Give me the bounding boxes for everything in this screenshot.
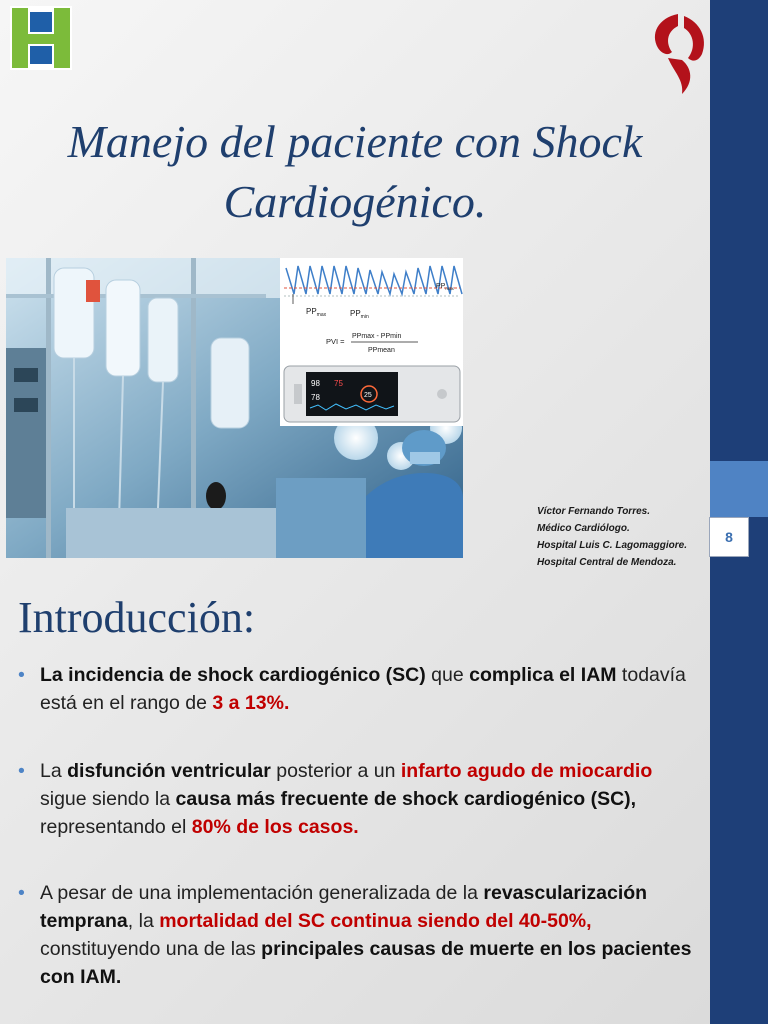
bullet-ventricular-dysfunction <box>18 757 698 841</box>
side-bar <box>710 0 768 1024</box>
intro-heading: Introducción: <box>18 593 256 642</box>
bullet-text-run: mortalidad del SC continua siendo del 40-50%, <box>159 910 592 932</box>
bullet-text-run: causa más frecuente de shock cardiogénico (SC), <box>175 788 637 810</box>
bullet-incidence <box>18 661 698 717</box>
bullet-text-run: La incidencia de shock cardiogénico (SC) <box>40 664 426 686</box>
bullet-text-run: complica el IAM <box>469 664 617 686</box>
pvi-formula-lhs: PVI = <box>326 337 345 346</box>
bullet-text-run: constituyendo una de las <box>40 938 262 960</box>
bullet-text-run: representando el <box>40 816 192 838</box>
pp-max-right-label: $PP_{max}$ <box>436 283 454 291</box>
bullet-text-run: 3 a 13%. <box>212 692 290 714</box>
cardiology-logo-icon <box>648 10 710 96</box>
author-credits <box>537 503 707 571</box>
icu-photo <box>6 258 463 558</box>
hospital-logo-icon <box>10 6 72 70</box>
bullet-mortality <box>18 879 698 991</box>
bullet-text-run: todavía está en el rango de <box>40 664 686 714</box>
bullet-text-run: 80% de los casos. <box>191 816 359 838</box>
pvi-formula-denominator: PPmean <box>368 347 395 354</box>
bullet-text-run: A pesar de una implementación generalizada de la <box>40 882 484 904</box>
monitor-value-1: 98 <box>311 379 320 388</box>
bullet-text-run: La <box>40 760 68 782</box>
monitor-value-4: 25 <box>364 392 372 399</box>
bullet-text-run: que <box>425 664 470 686</box>
monitor-value-2: 75 <box>334 379 343 388</box>
slide-title: Manejo del paciente con Shock Cardiogénico. <box>67 116 643 227</box>
bullet-text-run: revascularización temprana <box>40 882 648 932</box>
pvi-formula-numerator: PPmax - PPmin <box>352 333 402 340</box>
bullet-text-run: , la <box>127 910 160 932</box>
bullet-text-run: posterior a un <box>270 760 401 782</box>
bullet-text-run: infarto agudo de miocardio <box>400 760 653 782</box>
credit-author: Víctor Fernando Torres. <box>537 506 650 517</box>
monitor-value-3: 78 <box>311 393 320 402</box>
credit-role: Médico Cardiólogo. <box>537 523 630 534</box>
credit-hospital-1: Hospital Luis C. Lagomaggiore. <box>537 540 688 551</box>
bullet-text-run: disfunción ventricular <box>67 760 271 782</box>
side-bar-accent <box>710 461 768 517</box>
bullet-text-run: principales causas de muerte en los pacientes con IAM. <box>40 938 692 988</box>
credit-hospital-2: Hospital Central de Mendoza. <box>537 557 677 568</box>
bullet-dot: • <box>18 760 25 782</box>
pp-min-label: $PP_{min}$ <box>350 309 369 320</box>
pp-max-label: $PP_{max}$ <box>306 307 327 318</box>
bullet-text-run: sigue siendo la <box>40 788 176 810</box>
bullet-dot: • <box>18 882 25 904</box>
bullet-dot: • <box>18 664 25 686</box>
page-indicator-button[interactable]: 8 <box>709 517 749 557</box>
